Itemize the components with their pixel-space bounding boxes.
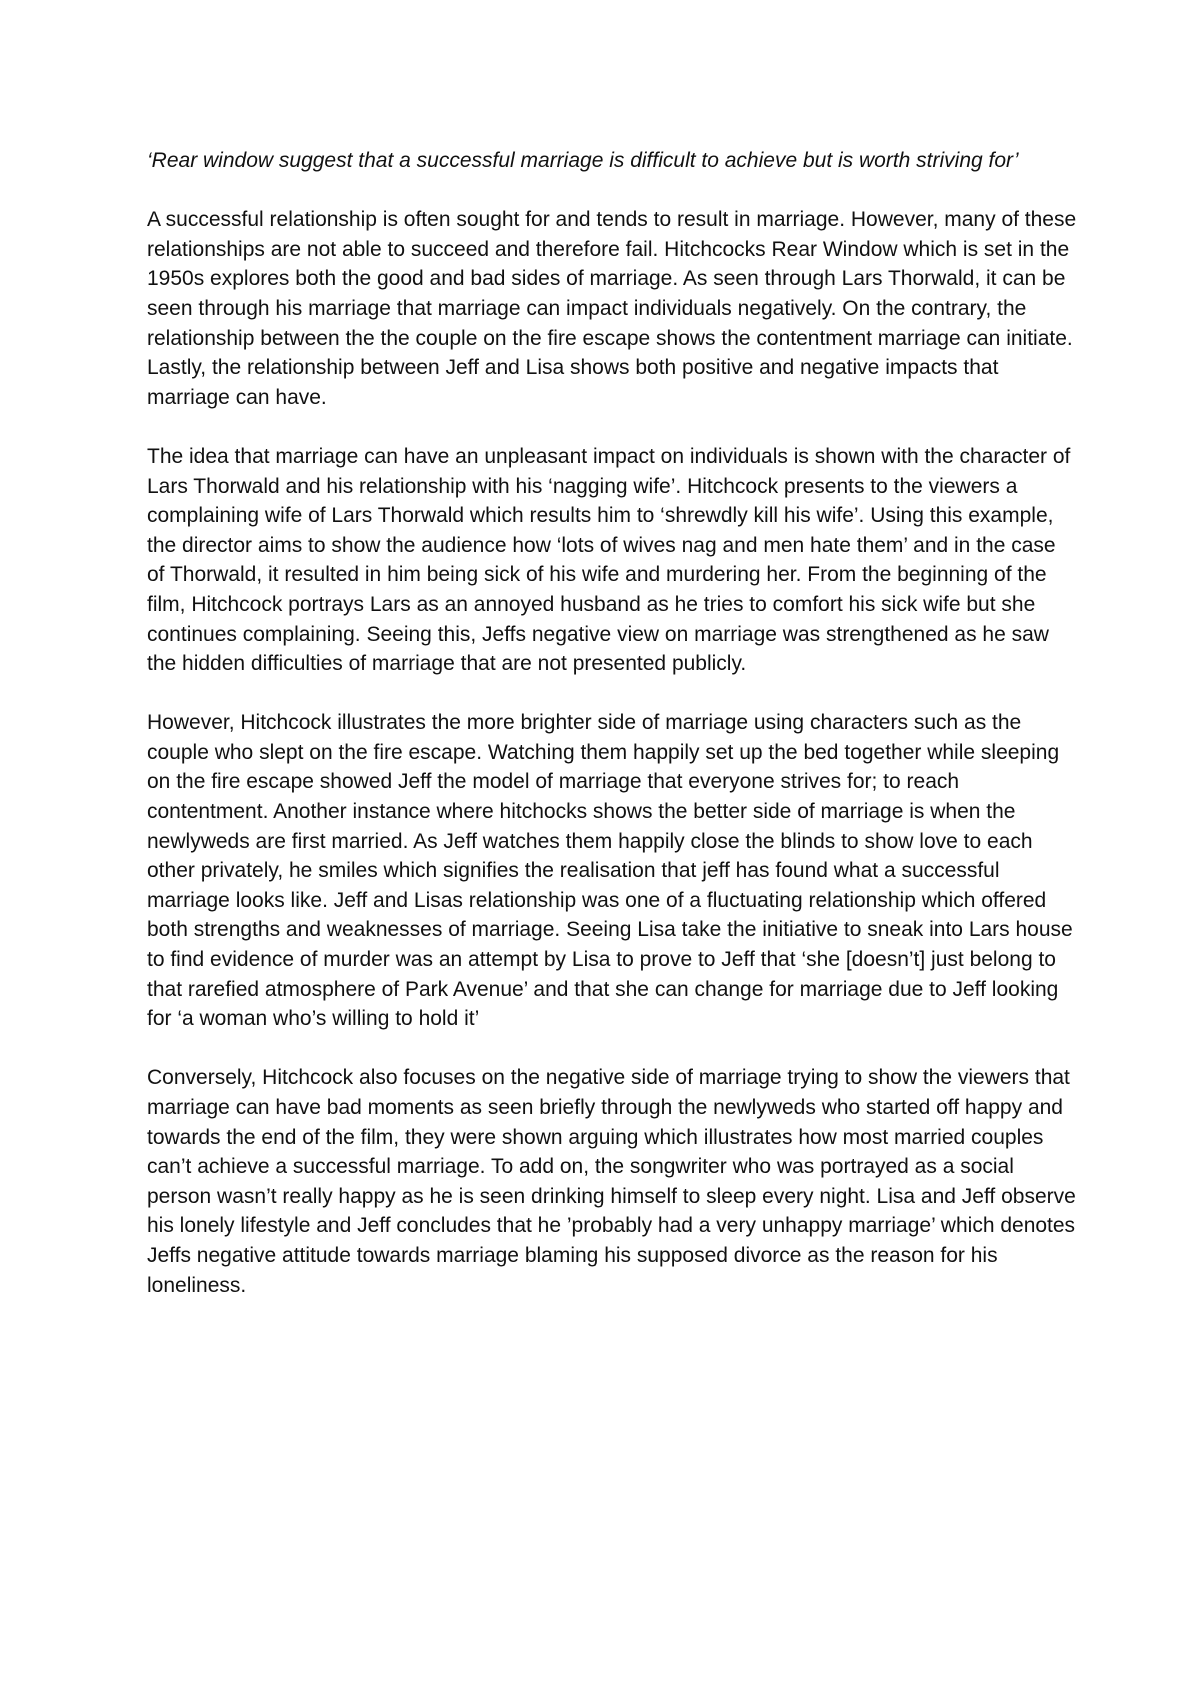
essay-title: ‘Rear window suggest that a successful marriage is difficult to achieve but is worth striving for’ xyxy=(147,149,1019,172)
paragraph-brighter-side: However, Hitchcock illustrates the more brighter side of marriage using characters such as the couple who slept on the fire escape. Watching them happily set up the bed together while sleeping on the fire escape showed Jeff the model of marriage that everyone strives for; to reach contentment. Another instance where hitchocks shows the better side of marriage is when the newlyweds are first married. As Jeff watches them happily close the blinds to show love to each other privately, he smiles which signifies the realisation that jeff has found what a successful marriage looks like. Jeff and Lisas relationship was one of a fluctuating relationship which offered both strengths and weaknesses of marriage. Seeing Lisa take the initiative to sneak into Lars house to find evidence of murder was an attempt by Lisa to prove to Jeff that ‘she [doesn’t] just belong to that rarefied atmosphere of Park Avenue’ and that she can change for marriage due to Jeff looking for ‘a woman who’s willing to hold it’ xyxy=(147,711,1073,1031)
paragraph-thorwald: The idea that marriage can have an unpleasant impact on individuals is shown with the character of Lars Thorwald and his relationship with his ‘nagging wife’. Hitchcock presents to the viewers a complaining wife of Lars Thorwald which results him to ‘shrewdly kill his wife’. Using this example, the director aims to show the audience how ‘lots of wives nag and men hate them’ and in the case of Thorwald, it resulted in him being sick of his wife and murdering her. From the beginning of the film, Hitchcock portrays Lars as an annoyed husband as he tries to comfort his sick wife but she continues complaining. Seeing this, Jeffs negative view on marriage was strengthened as he saw the hidden difficulties of marriage that are not presented publicly. xyxy=(147,444,1071,676)
paragraph-introduction: A successful relationship is often sought for and tends to result in marriage. However, many of these relationships are not able to succeed and therefore fail. Hitchcocks Rear Window which is set in the 1950s explores both the good and bad sides of marriage. As seen through Lars Thorwald, it can be seen through his marriage that marriage can impact individuals negatively. On the contrary, the relationship between the the couple on the fire escape shows the contentment marriage can initiate. Lastly, the relationship between Jeff and Lisa shows both positive and negative impacts that marriage can have. xyxy=(147,208,1077,409)
paragraph-negative-side: Conversely, Hitchcock also focuses on the negative side of marriage trying to show the viewers that marriage can have bad moments as seen briefly through the newlyweds who started off happy and towards the end of the film, they were shown arguing which illustrates how most married couples can’t achieve a successful marriage. To add on, the songwriter who was portrayed as a social person wasn’t really happy as he is seen drinking himself to sleep every night. Lisa and Jeff observe his lonely lifestyle and Jeff concludes that he ’probably had a very unhappy marriage’ which denotes Jeffs negative attitude towards marriage blaming his supposed divorce as the reason for his loneliness. xyxy=(147,1066,1076,1297)
document-body xyxy=(147,146,1077,1330)
